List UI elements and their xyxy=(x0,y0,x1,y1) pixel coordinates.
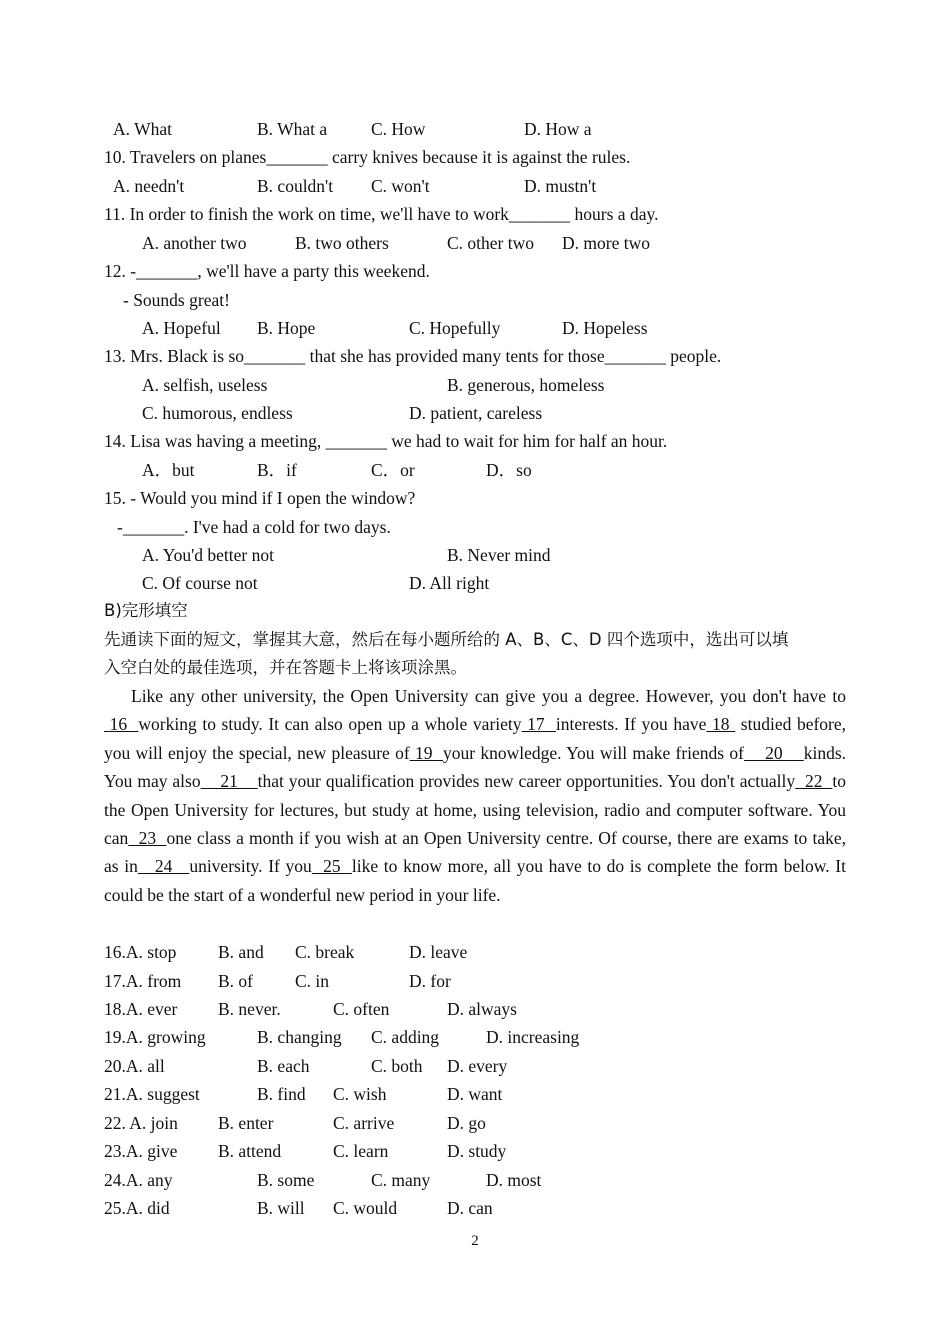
passage-text: kinds. You may also xyxy=(104,742,847,792)
blank-17: 17 xyxy=(521,714,556,735)
cloze-16-option-d: D. leave xyxy=(409,942,468,962)
cloze-17-option-a: 17.A. from xyxy=(104,971,182,991)
q10-option-b: B. couldn't xyxy=(257,176,334,196)
section-b-instruction-line2: 入空白处的最佳选项，并在答题卡上将该项涂黑。 xyxy=(104,658,467,677)
q10-option-c: C. won't xyxy=(371,176,430,196)
cloze-24-option-c: C. many xyxy=(371,1170,431,1190)
passage-text: studied before, you will enjoy the special, new pleasure of xyxy=(104,714,847,763)
cloze-24-option-d: D. most xyxy=(486,1170,542,1190)
q9-option-d: D. How a xyxy=(524,119,592,139)
q15-option-a: A. You'd better not xyxy=(142,545,274,565)
cloze-21-option-a: 21.A. suggest xyxy=(104,1084,200,1104)
cloze-21-option-b: B. find xyxy=(257,1084,306,1104)
q13-stem: 13. Mrs. Black is so_______ that she has provided many tents for those_______ people. xyxy=(104,346,722,366)
cloze-22-option-d: D. go xyxy=(447,1113,486,1133)
q13-option-a: A. selfish, useless xyxy=(142,375,268,395)
cloze-19-option-d: D. increasing xyxy=(486,1027,580,1047)
blank-23: 23 xyxy=(128,828,167,849)
q14-option-c: C．or xyxy=(371,460,415,480)
q10-option-a: A. needn't xyxy=(113,176,185,196)
q12-option-d: D. Hopeless xyxy=(562,318,648,338)
q15-reply: -_______. I've had a cold for two days. xyxy=(117,517,391,537)
cloze-20-option-a: 20.A. all xyxy=(104,1056,165,1076)
q10-stem: 10. Travelers on planes_______ carry knives because it is against the rules. xyxy=(104,147,631,167)
q9-option-c: C. How xyxy=(371,119,426,139)
cloze-21-option-d: D. want xyxy=(447,1084,503,1104)
cloze-20-option-c: C. both xyxy=(371,1056,423,1076)
cloze-20-option-d: D. every xyxy=(447,1056,508,1076)
cloze-19-option-c: C. adding xyxy=(371,1027,440,1047)
q9-option-b: B. What a xyxy=(257,119,328,139)
cloze-16-option-b: B. and xyxy=(218,942,264,962)
page-number: 2 xyxy=(471,1233,479,1249)
q12-option-b: B. Hope xyxy=(257,318,316,338)
cloze-23-option-c: C. learn xyxy=(333,1141,389,1161)
cloze-18-option-b: B. never. xyxy=(218,999,281,1019)
blank-22: 22 xyxy=(795,771,833,792)
cloze-17-option-c: C. in xyxy=(295,971,330,991)
blank-25: 25 xyxy=(311,856,352,877)
blank-20: 20 xyxy=(743,742,804,763)
cloze-16-option-c: C. break xyxy=(295,942,355,962)
cloze-25-option-d: D. can xyxy=(447,1198,493,1218)
cloze-24-option-b: B. some xyxy=(257,1170,315,1190)
q11-option-d: D. more two xyxy=(562,233,650,253)
cloze-17-option-d: D. for xyxy=(409,971,451,991)
cloze-25-option-a: 25.A. did xyxy=(104,1198,170,1218)
cloze-19-option-a: 19.A. growing xyxy=(104,1027,206,1047)
q14-option-d: D．so xyxy=(486,460,532,480)
cloze-passage xyxy=(104,682,846,909)
cloze-18-option-d: D. always xyxy=(447,999,517,1019)
q9-option-a: A. What xyxy=(113,119,172,139)
q14-option-a: A．but xyxy=(142,460,195,480)
passage-text: Like any other university, the Open University can give you a degree. However, you don't have to xyxy=(131,686,846,706)
q12-stem: 12. -_______, we'll have a party this weekend. xyxy=(104,261,430,281)
cloze-25-option-c: C. would xyxy=(333,1198,398,1218)
blank-21: 21 xyxy=(200,771,258,792)
cloze-22-option-b: B. enter xyxy=(218,1113,274,1133)
q13-option-b: B. generous, homeless xyxy=(447,375,605,395)
q15-stem: 15. - Would you mind if I open the window? xyxy=(104,488,416,508)
cloze-22-option-c: C. arrive xyxy=(333,1113,395,1133)
q10-option-d: D. mustn't xyxy=(524,176,597,196)
cloze-20-option-b: B. each xyxy=(257,1056,310,1076)
blank-24: 24 xyxy=(137,856,190,877)
cloze-18-option-c: C. often xyxy=(333,999,390,1019)
blank-16: 16 xyxy=(104,714,139,735)
q13-option-c: C. humorous, endless xyxy=(142,403,293,423)
cloze-23-option-b: B. attend xyxy=(218,1141,282,1161)
cloze-19-option-b: B. changing xyxy=(257,1027,342,1047)
q14-stem: 14. Lisa was having a meeting, _______ we had to wait for him for half an hour. xyxy=(104,431,668,451)
passage-text: university. If you xyxy=(189,856,312,877)
blank-18: 18 xyxy=(706,714,736,735)
cloze-23-option-d: D. study xyxy=(447,1141,507,1161)
cloze-21-option-c: C. wish xyxy=(333,1084,387,1104)
passage-text: to the Open University for lectures, but study at home, using television, radio and computer software. You can xyxy=(104,771,847,849)
q12-option-a: A. Hopeful xyxy=(142,318,221,338)
cloze-16-option-a: 16.A. stop xyxy=(104,942,177,962)
q11-stem: 11. In order to finish the work on time, we'll have to work_______ hours a day. xyxy=(104,204,659,224)
q14-option-b: B．if xyxy=(257,460,297,480)
q12-option-c: C. Hopefully xyxy=(409,318,501,338)
passage-text: that your qualification provides new career opportunities. You don't actually xyxy=(257,771,796,792)
cloze-25-option-b: B. will xyxy=(257,1198,305,1218)
cloze-23-option-a: 23.A. give xyxy=(104,1141,178,1161)
passage-text: working to study. It can also open up a whole variety xyxy=(138,714,522,735)
cloze-17-option-b: B. of xyxy=(218,971,253,991)
q15-option-b: B. Never mind xyxy=(447,545,551,565)
q12-reply: - Sounds great! xyxy=(123,290,230,310)
q15-option-d: D. All right xyxy=(409,573,490,593)
q13-option-d: D. patient, careless xyxy=(409,403,543,423)
q11-option-a: A. another two xyxy=(142,233,247,253)
section-b-title: B)完形填空 xyxy=(104,601,188,620)
passage-text: interests. If you have xyxy=(555,714,707,735)
cloze-22-option-a: 22. A. join xyxy=(104,1113,178,1133)
blank-19: 19 xyxy=(409,742,444,763)
passage-text: one class a month if you wish at an Open University centre. Of course, there are exams to take, as in xyxy=(104,828,847,877)
q11-option-b: B. two others xyxy=(295,233,389,253)
passage-text: like to know more, all you have to do is complete the form below. It could be the start of a wonderful new period in your life. xyxy=(104,856,846,905)
cloze-24-option-a: 24.A. any xyxy=(104,1170,173,1190)
section-b-instruction-line1: 先通读下面的短文，掌握其大意，然后在每小题所给的 A、B、C、D 四个选项中，选出可以填 xyxy=(104,630,789,649)
q11-option-c: C. other two xyxy=(447,233,535,253)
passage-text: your knowledge. You will make friends of xyxy=(443,742,744,763)
q15-option-c: C. Of course not xyxy=(142,573,258,593)
cloze-18-option-a: 18.A. ever xyxy=(104,999,178,1019)
